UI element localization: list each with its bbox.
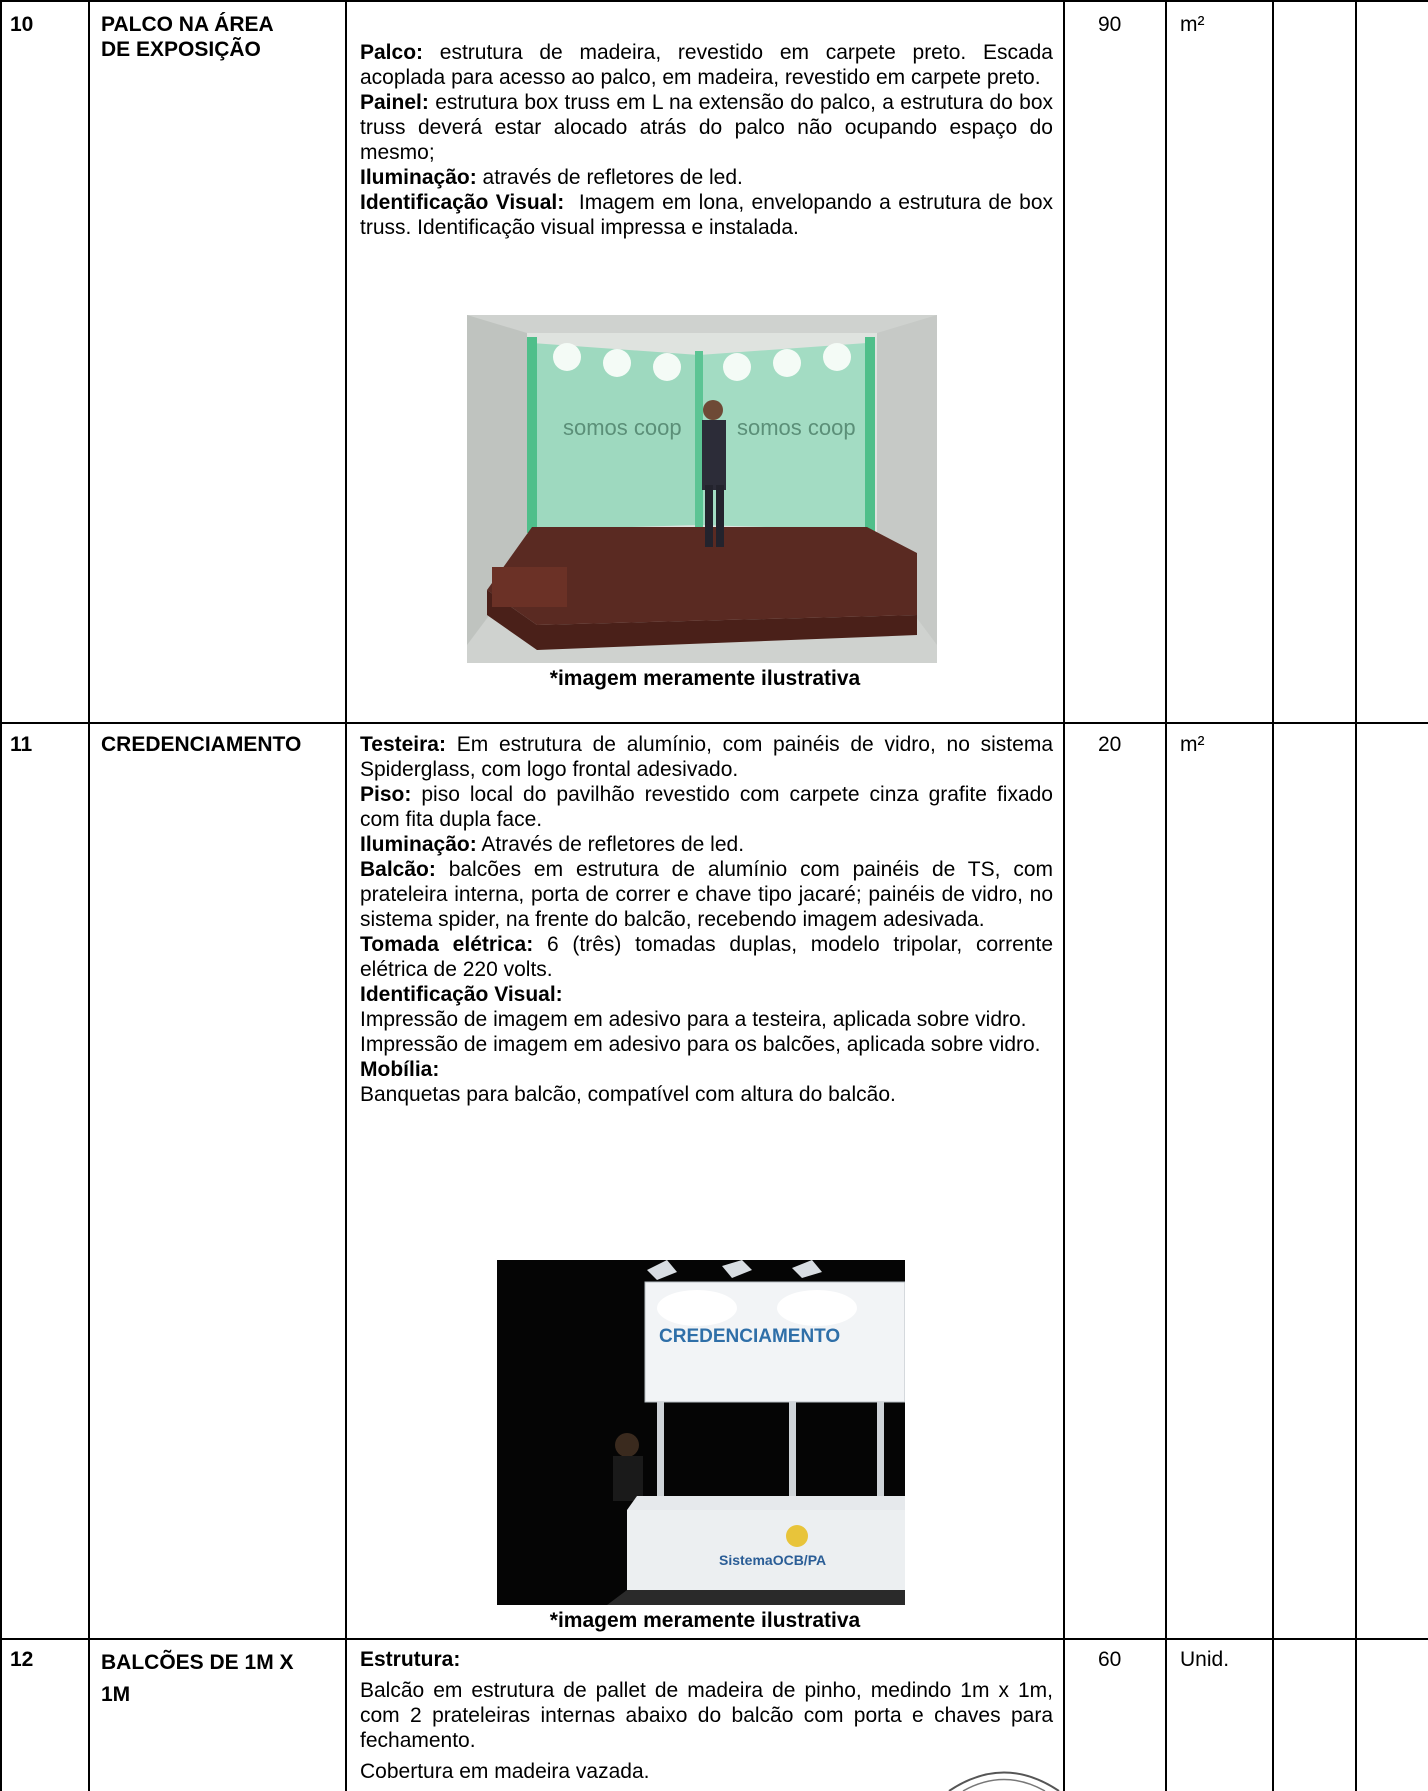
stage-wall-text: somos coop: [737, 415, 856, 440]
desc-paragraph: [360, 982, 1053, 1007]
reception-render: [497, 1260, 905, 1605]
item-number: 11: [10, 733, 33, 756]
desc-text: Imagem em lona, envelopando a estrutura de box truss. Identificação visual impressa e instalada.: [360, 191, 1053, 239]
desc-label: Painel:: [360, 91, 429, 114]
desc-text: estrutura de madeira, revestido em carpete preto. Escada acoplada para acesso ao palco, em madeira, revestido em carpete preto.: [360, 41, 1053, 89]
stamp-mark: [945, 1766, 1063, 1791]
column-divider: [88, 0, 90, 1791]
item-title: [101, 12, 337, 62]
item-unit: m²: [1180, 13, 1205, 36]
desc-text: Impressão de imagem em adesivo para a testeira, aplicada sobre vidro.: [360, 1008, 1027, 1031]
desc-text: estrutura box truss em L na extensão do palco, a estrutura do box truss deverá estar alocado atrás do palco não ocupando espaço do mesmo;: [360, 91, 1054, 164]
table-border: [0, 0, 1428, 2]
desc-label: Testeira:: [360, 733, 446, 756]
desc-label: Identificação Visual:: [360, 983, 563, 1006]
image-caption: *imagem meramente ilustrativa: [549, 1609, 861, 1632]
stamp-fragment: [945, 1766, 1063, 1791]
item-title-text: DE EXPOSIÇÃO: [101, 38, 261, 61]
desc-text: Banquetas para balcão, compatível com altura do balcão.: [360, 1083, 896, 1106]
desc-paragraph: [360, 1032, 1053, 1057]
desc-label: Iluminação:: [360, 166, 477, 189]
desc-label: Mobília:: [360, 1058, 440, 1081]
desc-paragraph: [360, 1678, 1053, 1753]
desc-text: Balcão em estrutura de pallet de madeira de pinho, medindo 1m x 1m, com 2 prateleiras internas abaixo do balcão com porta e chaves para fechamento.: [360, 1679, 1053, 1752]
desc-text: Impressão de imagem em adesivo para os balcões, aplicada sobre vidro.: [360, 1033, 1041, 1056]
item-description: [360, 1647, 1053, 1784]
desc-paragraph: [360, 40, 1053, 90]
desc-text: balcões em estrutura de alumínio com painéis de TS, com prateleira interna, porta de correr e chave tipo jacaré; painéis de vidro, no sistema spider, na frente do balcão, recebendo imagem adesivada.: [360, 858, 1053, 931]
desc-label: Identificação Visual:: [360, 191, 565, 214]
desc-paragraph: [360, 1057, 1053, 1082]
item-title-text: 1M: [101, 1683, 131, 1706]
desc-label: Balcão:: [360, 858, 436, 881]
desc-text: piso local do pavilhão revestido com carpete cinza grafite fixado com fita dupla face.: [360, 783, 1053, 831]
item-quantity: 20: [1098, 733, 1122, 756]
desc-paragraph: [360, 190, 1053, 240]
item-unit: Unid.: [1180, 1648, 1230, 1671]
desc-text: 6 (três) tomadas duplas, modelo tripolar, corrente elétrica de 220 volts.: [360, 933, 1054, 981]
desc-label: Estrutura:: [360, 1648, 461, 1671]
desc-paragraph: [360, 165, 1053, 190]
desc-paragraph: [360, 782, 1053, 832]
desc-label: Piso:: [360, 783, 412, 806]
stage-render: [467, 315, 937, 663]
item-number: 10: [10, 13, 34, 36]
item-quantity: 60: [1098, 1648, 1122, 1671]
reception-counter-text: SistemaOCB/PA: [719, 1552, 827, 1568]
image-caption: *imagem meramente ilustrativa: [549, 667, 861, 690]
desc-paragraph: [360, 932, 1053, 982]
reception-illustration: [497, 1260, 905, 1605]
desc-paragraph: [360, 1647, 1053, 1672]
desc-text: através de refletores de led.: [482, 166, 743, 189]
desc-paragraph: [360, 90, 1053, 165]
item-title-text: PALCO NA ÁREA: [101, 13, 274, 36]
desc-text: Cobertura em madeira vazada.: [360, 1760, 650, 1783]
column-divider: [1063, 0, 1065, 1791]
row-divider: [0, 722, 1428, 724]
column-divider: [345, 0, 347, 1791]
item-number: 12: [10, 1648, 34, 1671]
stage-illustration: [467, 315, 937, 663]
item-title-text: BALCÕES DE 1M X: [101, 1651, 294, 1674]
reception-sign-text: CREDENCIAMENTO: [659, 1326, 841, 1347]
desc-label: Tomada elétrica:: [360, 933, 534, 956]
item-title-line: [101, 12, 337, 37]
desc-paragraph: [360, 1007, 1053, 1032]
stage-wall-text: somos coop: [563, 415, 682, 440]
desc-paragraph: [360, 732, 1053, 782]
desc-label: Iluminação:: [360, 833, 477, 856]
item-description: [360, 732, 1053, 1107]
column-divider: [1165, 0, 1167, 1791]
row-divider: [0, 1638, 1428, 1640]
desc-paragraph: [360, 832, 1053, 857]
column-divider: [1355, 0, 1357, 1791]
desc-text: Através de refletores de led.: [481, 833, 745, 856]
item-title: CREDENCIAMENTO: [101, 733, 302, 756]
desc-paragraph: [360, 1082, 1053, 1107]
item-description: [360, 40, 1053, 240]
item-quantity: 90: [1098, 13, 1122, 36]
item-title: [101, 1647, 337, 1711]
item-unit: m²: [1180, 733, 1205, 756]
desc-paragraph: [360, 857, 1053, 932]
column-divider: [1272, 0, 1274, 1791]
table-border: [0, 0, 2, 1791]
desc-text: Em estrutura de alumínio, com painéis de vidro, no sistema Spiderglass, com logo frontal adesivado.: [360, 733, 1053, 781]
desc-label: Palco:: [360, 41, 424, 64]
